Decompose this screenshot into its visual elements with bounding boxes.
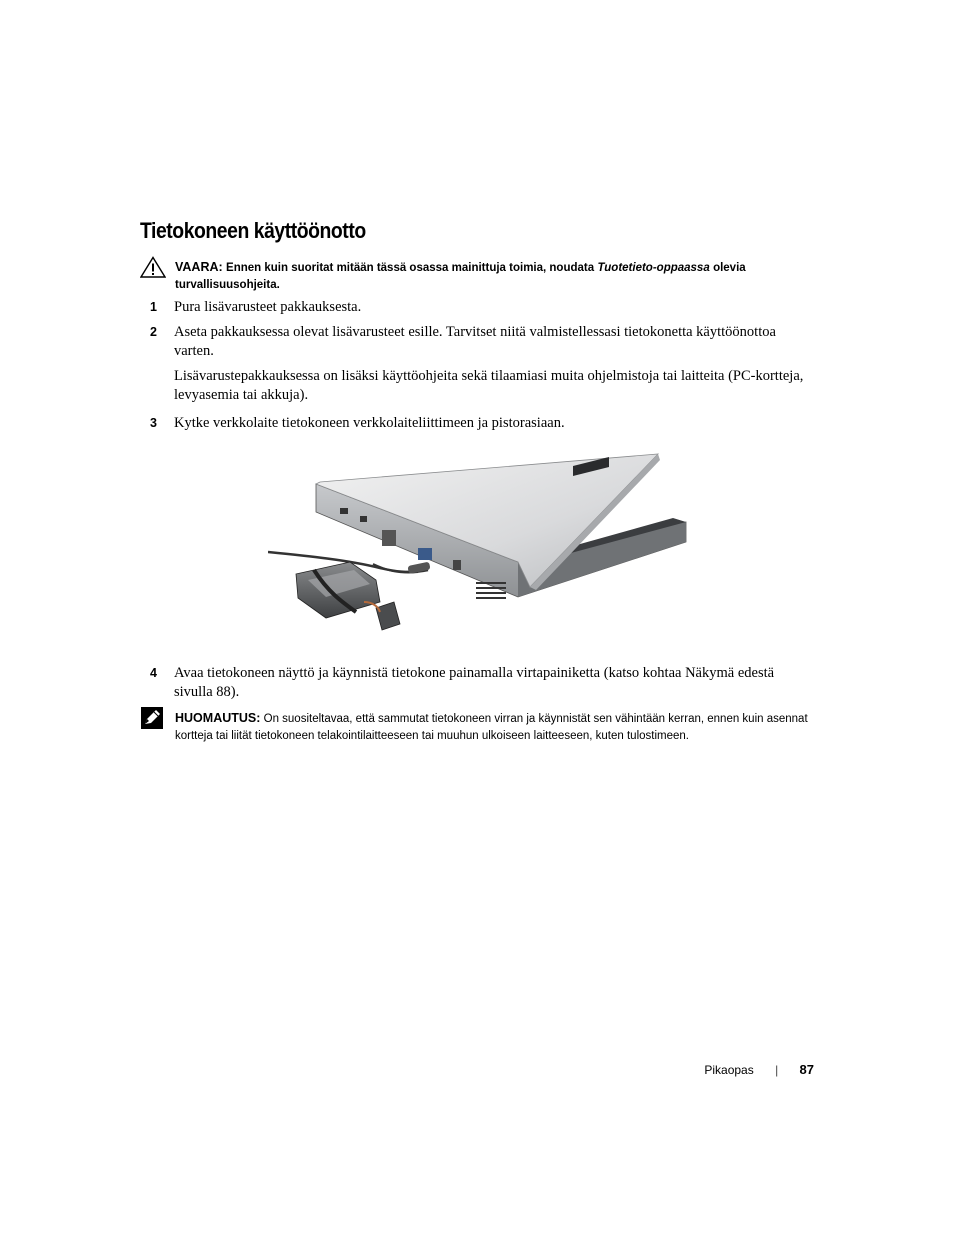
warning-label: VAARA: <box>175 260 223 274</box>
warning-body-end: olevia turvallisuusohjeita. <box>175 262 746 291</box>
pencil-note-icon <box>140 706 164 730</box>
warning-triangle-icon <box>140 256 166 278</box>
step-2-extra: Lisävarustepakkauksessa on lisäksi käyttöohjeita sekä tilaamiasi muita ohjelmistoja tai laitteita (PC-kortteja, levyasemia tai akkuja). <box>174 368 804 403</box>
footer-separator: | <box>775 1063 779 1077</box>
note-body: On suositeltavaa, että sammutat tietokoneen virran ja käynnistät sen vähintään kerran, ennen kuin asennat kortteja tai liität tietokoneen telakointilaitteeseen tai muuhun ulkoiseen laitteeseen, kuten tulostimeen. <box>175 713 808 742</box>
page-title: Tietokoneen käyttöönotto <box>140 218 366 243</box>
step-text: Aseta pakkauksessa olevat lisävarusteet esille. Tarvitset niitä valmistellessasi tietokonetta käyttöönottoa varten. <box>174 324 776 359</box>
note-text <box>175 710 825 745</box>
step-text: Pura lisävarusteet pakkauksesta. <box>174 299 362 315</box>
warning-italic-ref: Tuotetieto-oppaassa <box>597 262 710 274</box>
step-text: Kytke verkkolaite tietokoneen verkkolaiteliittimeen ja pistorasiaan. <box>174 415 565 431</box>
step-number: 2 <box>150 325 157 339</box>
note-label: HUOMAUTUS: <box>175 711 261 725</box>
step-text: Avaa tietokoneen näyttö ja käynnistä tietokone painamalla virtapainiketta (katso kohtaa Näkymä edestä sivulla 88). <box>174 665 775 700</box>
page-footer <box>704 1062 814 1077</box>
footer-section: Pikaopas <box>704 1063 754 1077</box>
step-number: 4 <box>150 666 157 680</box>
warning-body-start: Ennen kuin suoritat mitään tässä osassa mainittuja toimia, noudata <box>226 262 595 274</box>
laptop-adapter-illustration <box>268 452 688 642</box>
warning-text <box>175 259 815 293</box>
page-number: 87 <box>799 1062 814 1077</box>
step-number: 1 <box>150 300 157 314</box>
step-number: 3 <box>150 416 157 430</box>
